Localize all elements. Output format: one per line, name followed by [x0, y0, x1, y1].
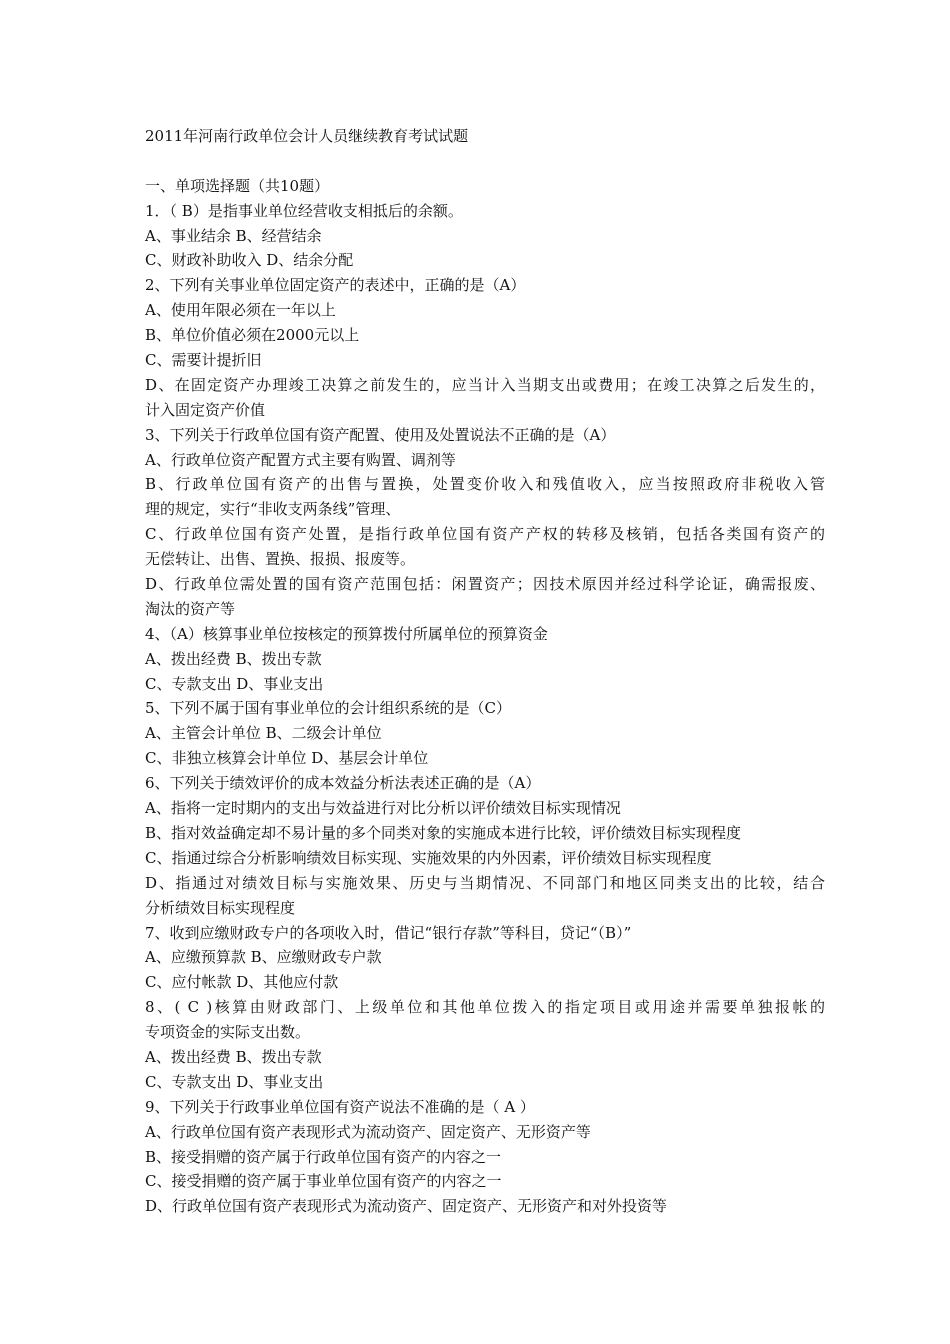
text-line: C、接受捐赠的资产属于事业单位国有资产的内容之一	[145, 1172, 502, 1191]
document-page	[145, 124, 825, 1219]
text-line: 分析绩效目标实现程度	[145, 898, 296, 917]
spacer	[145, 149, 825, 174]
text-line: D、行政单位国有资产表现形式为流动资产、固定资产、无形资产和对外投资等	[145, 1197, 668, 1216]
text-line: A、指将一定时期内的支出与效益进行对比分析以评价绩效目标实现情况	[145, 799, 621, 818]
text-line: A、主管会计单位 B、二级会计单位	[145, 724, 382, 743]
document-title: 2011年河南行政单位会计人员继续教育考试试题	[145, 127, 469, 145]
text-line: D、在固定资产办理竣工决算之前发生的，应当计入当期支出或费用；在竣工决算之后发生的，	[145, 375, 825, 394]
text-line: D、指通过对绩效目标与实施效果、历史与当期情况、不同部门和地区同类支出的比较，结合	[145, 873, 825, 892]
text-line: A、使用年限必须在一年以上	[145, 301, 336, 320]
text-line: 理的规定，实行“非收支两条线”管理、	[145, 500, 401, 519]
text-line: A、应缴预算款 B、应缴财政专户款	[145, 948, 382, 967]
text-line: A、行政单位国有资产表现形式为流动资产、固定资产、无形资产等	[145, 1122, 591, 1141]
text-line: C、指通过综合分析影响绩效目标实现、实施效果的内外因素，评价绩效目标实现程度	[145, 848, 712, 867]
text-line: C、需要计提折旧	[145, 351, 262, 370]
text-line: A、拨出经费 B、拨出专款	[145, 1047, 322, 1066]
text-line: A、拨出经费 B、拨出专款	[145, 649, 322, 668]
text-line: C、应付帐款 D、其他应付款	[145, 973, 339, 992]
text-line: B、接受捐赠的资产属于行政单位国有资产的内容之一	[145, 1147, 502, 1166]
text-line: 2、下列有关事业单位固定资产的表述中，正确的是（A）	[145, 276, 526, 295]
text-line: A、行政单位资产配置方式主要有购置、调剂等	[145, 450, 456, 469]
text-line: 3、下列关于行政单位国有资产配置、使用及处置说法不正确的是（A）	[145, 425, 616, 444]
text-line: B、行政单位国有资产的出售与置换，处置变价收入和残值收入，应当按照政府非税收入管	[145, 475, 825, 494]
text-line: 6、下列关于绩效评价的成本效益分析法表述正确的是（A）	[145, 774, 541, 793]
text-line: C、非独立核算会计单位 D、基层会计单位	[145, 749, 429, 768]
text-line: 无偿转让、出售、置换、报损、报废等。	[145, 550, 416, 569]
text-line: A、事业结余 B、经营结余	[145, 226, 322, 245]
text-line: B、单位价值必须在2000元以上	[145, 326, 360, 345]
text-line: 8、( C )核算由财政部门、上级单位和其他单位拨入的指定项目或用途并需要单独报帐的	[145, 998, 825, 1017]
text-line: C、专款支出 D、事业支出	[145, 1072, 324, 1091]
text-line: 淘汰的资产等	[145, 599, 236, 618]
text-line: C、财政补助收入 D、结余分配	[145, 251, 354, 270]
question-list	[145, 199, 825, 1220]
text-line: C、行政单位国有资产处置，是指行政单位国有资产产权的转移及核销，包括各类国有资产的	[145, 525, 825, 544]
text-line: 专项资金的实际支出数。	[145, 1023, 311, 1042]
text-line: B、指对效益确定却不易计量的多个同类对象的实施成本进行比较，评价绩效目标实现程度	[145, 823, 742, 842]
text-line: D、行政单位需处置的国有资产范围包括：闲置资产；因技术原因并经过科学论证，确需报废、	[145, 575, 825, 594]
text-line: 5、下列不属于国有事业单位的会计组织系统的是（C）	[145, 699, 512, 718]
text-line: 9、下列关于行政事业单位国有资产说法不准确的是（ A ）	[145, 1097, 535, 1116]
text-line: 计入固定资产价值	[145, 400, 266, 419]
text-line: 1．（ B）是指事业单位经营收支相抵后的余额。	[145, 201, 463, 220]
text-line: 4、（A）核算事业单位按核定的预算拨付所属单位的预算资金	[145, 624, 548, 643]
text-line: C、专款支出 D、事业支出	[145, 674, 324, 693]
section-heading: 一、单项选择题（共10题）	[145, 176, 330, 195]
text-line: 7、收到应缴财政专户的各项收入时，借记“银行存款”等科目，贷记“（B）”	[145, 923, 632, 942]
